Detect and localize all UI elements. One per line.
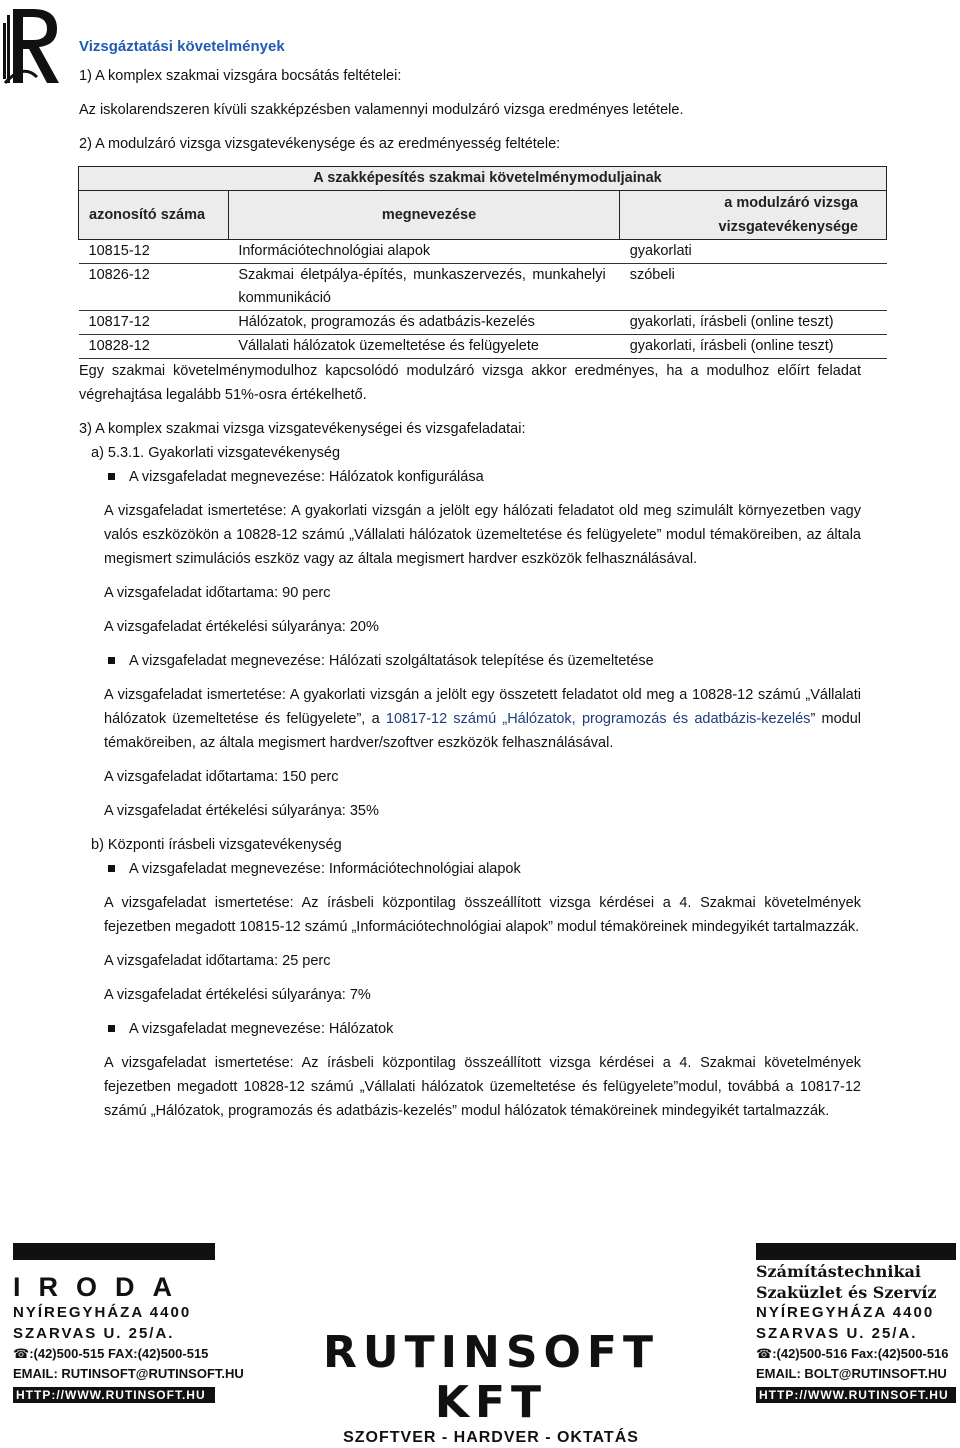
row-id: 10828-12	[79, 335, 229, 359]
table-row	[79, 264, 887, 311]
page-title: Vizsgáztatási követelmények	[79, 38, 285, 55]
section-3-heading: 3) A komplex szakmai vizsga vizsgatevékenységei és vizsgafeladatai:	[79, 421, 526, 437]
table-header: A szakképesítés szakmai követelménymoduljainak	[79, 167, 887, 191]
row-activity: szóbeli	[620, 264, 887, 311]
task-a1-weight: A vizsgafeladat értékelési súlyaránya: 20%	[104, 619, 379, 635]
section-1-heading: 1) A komplex szakmai vizsgára bocsátás feltételei:	[79, 68, 402, 84]
task-a2-name: A vizsgafeladat megnevezése: Hálózati szolgáltatások telepítése és üzemeltetése	[104, 649, 861, 673]
task-b2-name: A vizsgafeladat megnevezése: Hálózatok	[104, 1017, 861, 1041]
row-name: Információtechnológiai alapok	[228, 240, 619, 264]
table-row	[79, 311, 887, 335]
row-activity: gyakorlati	[620, 240, 887, 264]
shop-email: EMAIL: BOLT@RUTINSOFT.HU	[756, 1366, 947, 1381]
letterhead-footer	[0, 1240, 960, 1446]
row-activity: gyakorlati, írásbeli (online teszt)	[620, 335, 887, 359]
section-1-text: Az iskolarendszeren kívüli szakképzésben valamennyi modulzáró vizsga eredményes letétele.	[79, 102, 684, 118]
shop-street: SZARVAS U. 25/A.	[756, 1325, 918, 1342]
row-name: Vállalati hálózatok üzemeltetése és felügyelete	[228, 335, 619, 359]
row-name: Szakmai életpálya-építés, munkaszervezés, munkahelyi kommunikáció	[228, 264, 619, 311]
task-b2-desc: A vizsgafeladat ismertetése: Az írásbeli központilag összeállított vizsga kérdései a 4. Szakmai követelmények fejezetben megadott 10828-12 számú „Vállalati hálózatok üzemeltetése és felügyelete”modul, továbbá a 10817-12 számú „Hálózatok, programozás és adatbázis-kezelés” modul hálózatok témaköreinek mindegyikét tartalmazzák.	[104, 1055, 861, 1119]
office-city: NYÍREGYHÁZA 4400	[13, 1304, 192, 1321]
office-block	[13, 1243, 244, 1403]
row-id: 10826-12	[79, 264, 229, 311]
task-b1-weight: A vizsgafeladat értékelési súlyaránya: 7%	[104, 987, 371, 1003]
row-activity: gyakorlati, írásbeli (online teszt)	[620, 311, 887, 335]
brand-logo: RUTINSOFT KFT	[323, 1327, 659, 1428]
task-b1-name: A vizsgafeladat megnevezése: Információtechnológiai alapok	[104, 857, 861, 881]
office-url[interactable]: HTTP://WWW.RUTINSOFT.HU	[13, 1387, 215, 1403]
brand-block	[300, 1328, 682, 1448]
brand-tagline: SZOFTVER - HARDVER - OKTATÁS	[343, 1429, 639, 1446]
section-2-note: Egy szakmai követelménymodulhoz kapcsolódó modulzáró vizsga akkor eredményes, ha a modulhoz előírt feladat végrehajtása legalább 51%-osra értékelhető.	[79, 363, 861, 403]
shop-title-2: Szaküzlet és Szervíz	[756, 1283, 937, 1302]
shop-block	[756, 1243, 956, 1403]
row-id: 10817-12	[79, 311, 229, 335]
subsection-b: b) Központi írásbeli vizsgatevékenység	[91, 837, 342, 853]
row-id: 10815-12	[79, 240, 229, 264]
section-2-heading: 2) A modulzáró vizsga vizsgatevékenysége és az eredményesség feltétele:	[79, 136, 561, 152]
office-street: SZARVAS U. 25/A.	[13, 1325, 175, 1342]
task-a1-name: A vizsgafeladat megnevezése: Hálózatok konfigurálása	[104, 465, 861, 489]
shop-phone: ☎:(42)500-516 Fax:(42)500-516	[756, 1346, 949, 1361]
col-name-header: megnevezése	[228, 191, 619, 240]
module-link: 10817-12 számú „Hálózatok, programozás és adatbázis-kezelés	[385, 711, 811, 727]
office-title: IRODA	[13, 1272, 190, 1302]
module-table	[78, 166, 887, 359]
shop-url[interactable]: HTTP://WWW.RUTINSOFT.HU	[756, 1387, 956, 1403]
task-a2-time: A vizsgafeladat időtartama: 150 perc	[104, 769, 339, 785]
table-row	[79, 335, 887, 359]
row-name: Hálózatok, programozás és adatbázis-kezelés	[228, 311, 619, 335]
shop-title-1: Számítástechnikai	[756, 1262, 921, 1281]
office-email: EMAIL: RUTINSOFT@RUTINSOFT.HU	[13, 1366, 244, 1381]
task-b1-desc: A vizsgafeladat ismertetése: Az írásbeli központilag összeállított vizsga kérdései a 4. Szakmai követelmények fejezetben megadott 10815-12 számú „Információtechnológiai alapok” modul témaköreinek mindegyikét tartalmazzák.	[104, 895, 861, 935]
col-id-header: azonosító száma	[79, 191, 229, 240]
rutinsoft-r-logo	[3, 3, 65, 87]
shop-city: NYÍREGYHÁZA 4400	[756, 1304, 935, 1321]
task-a2-desc: A vizsgafeladat ismertetése: A gyakorlati vizsgán a jelölt egy összetett feladatot old meg a 10828-12 számú „Vállalati hálózatok üzemeltetése és felügyelete”, a 10817-12 számú „Hálózatok, programozás és adatbázis-kezelés” modul témaköreiben, az általa megismert hardver/szoftver eszközök felhasználásával.	[104, 687, 861, 751]
task-a2-weight: A vizsgafeladat értékelési súlyaránya: 35%	[104, 803, 379, 819]
task-b1-time: A vizsgafeladat időtartama: 25 perc	[104, 953, 331, 969]
subsection-a: a) 5.3.1. Gyakorlati vizsgatevékenység	[91, 445, 341, 461]
task-a1-time: A vizsgafeladat időtartama: 90 perc	[104, 585, 331, 601]
col-activity-header: a modulzáró vizsga vizsgatevékenysége	[620, 191, 887, 240]
task-a1-desc: A vizsgafeladat ismertetése: A gyakorlati vizsgán a jelölt egy hálózati feladatot old meg szimulált környezetben vagy valós eszközökön a 10828-12 számú „Vállalati hálózatok üzemeltetése és felügyelete” modul témaköreiben, az általa megismert szimulációs eszköz vagy az általa megismert hardver eszközök felhasználásával.	[104, 503, 861, 567]
table-row	[79, 240, 887, 264]
office-phone: ☎:(42)500-515 FAX:(42)500-515	[13, 1346, 209, 1361]
